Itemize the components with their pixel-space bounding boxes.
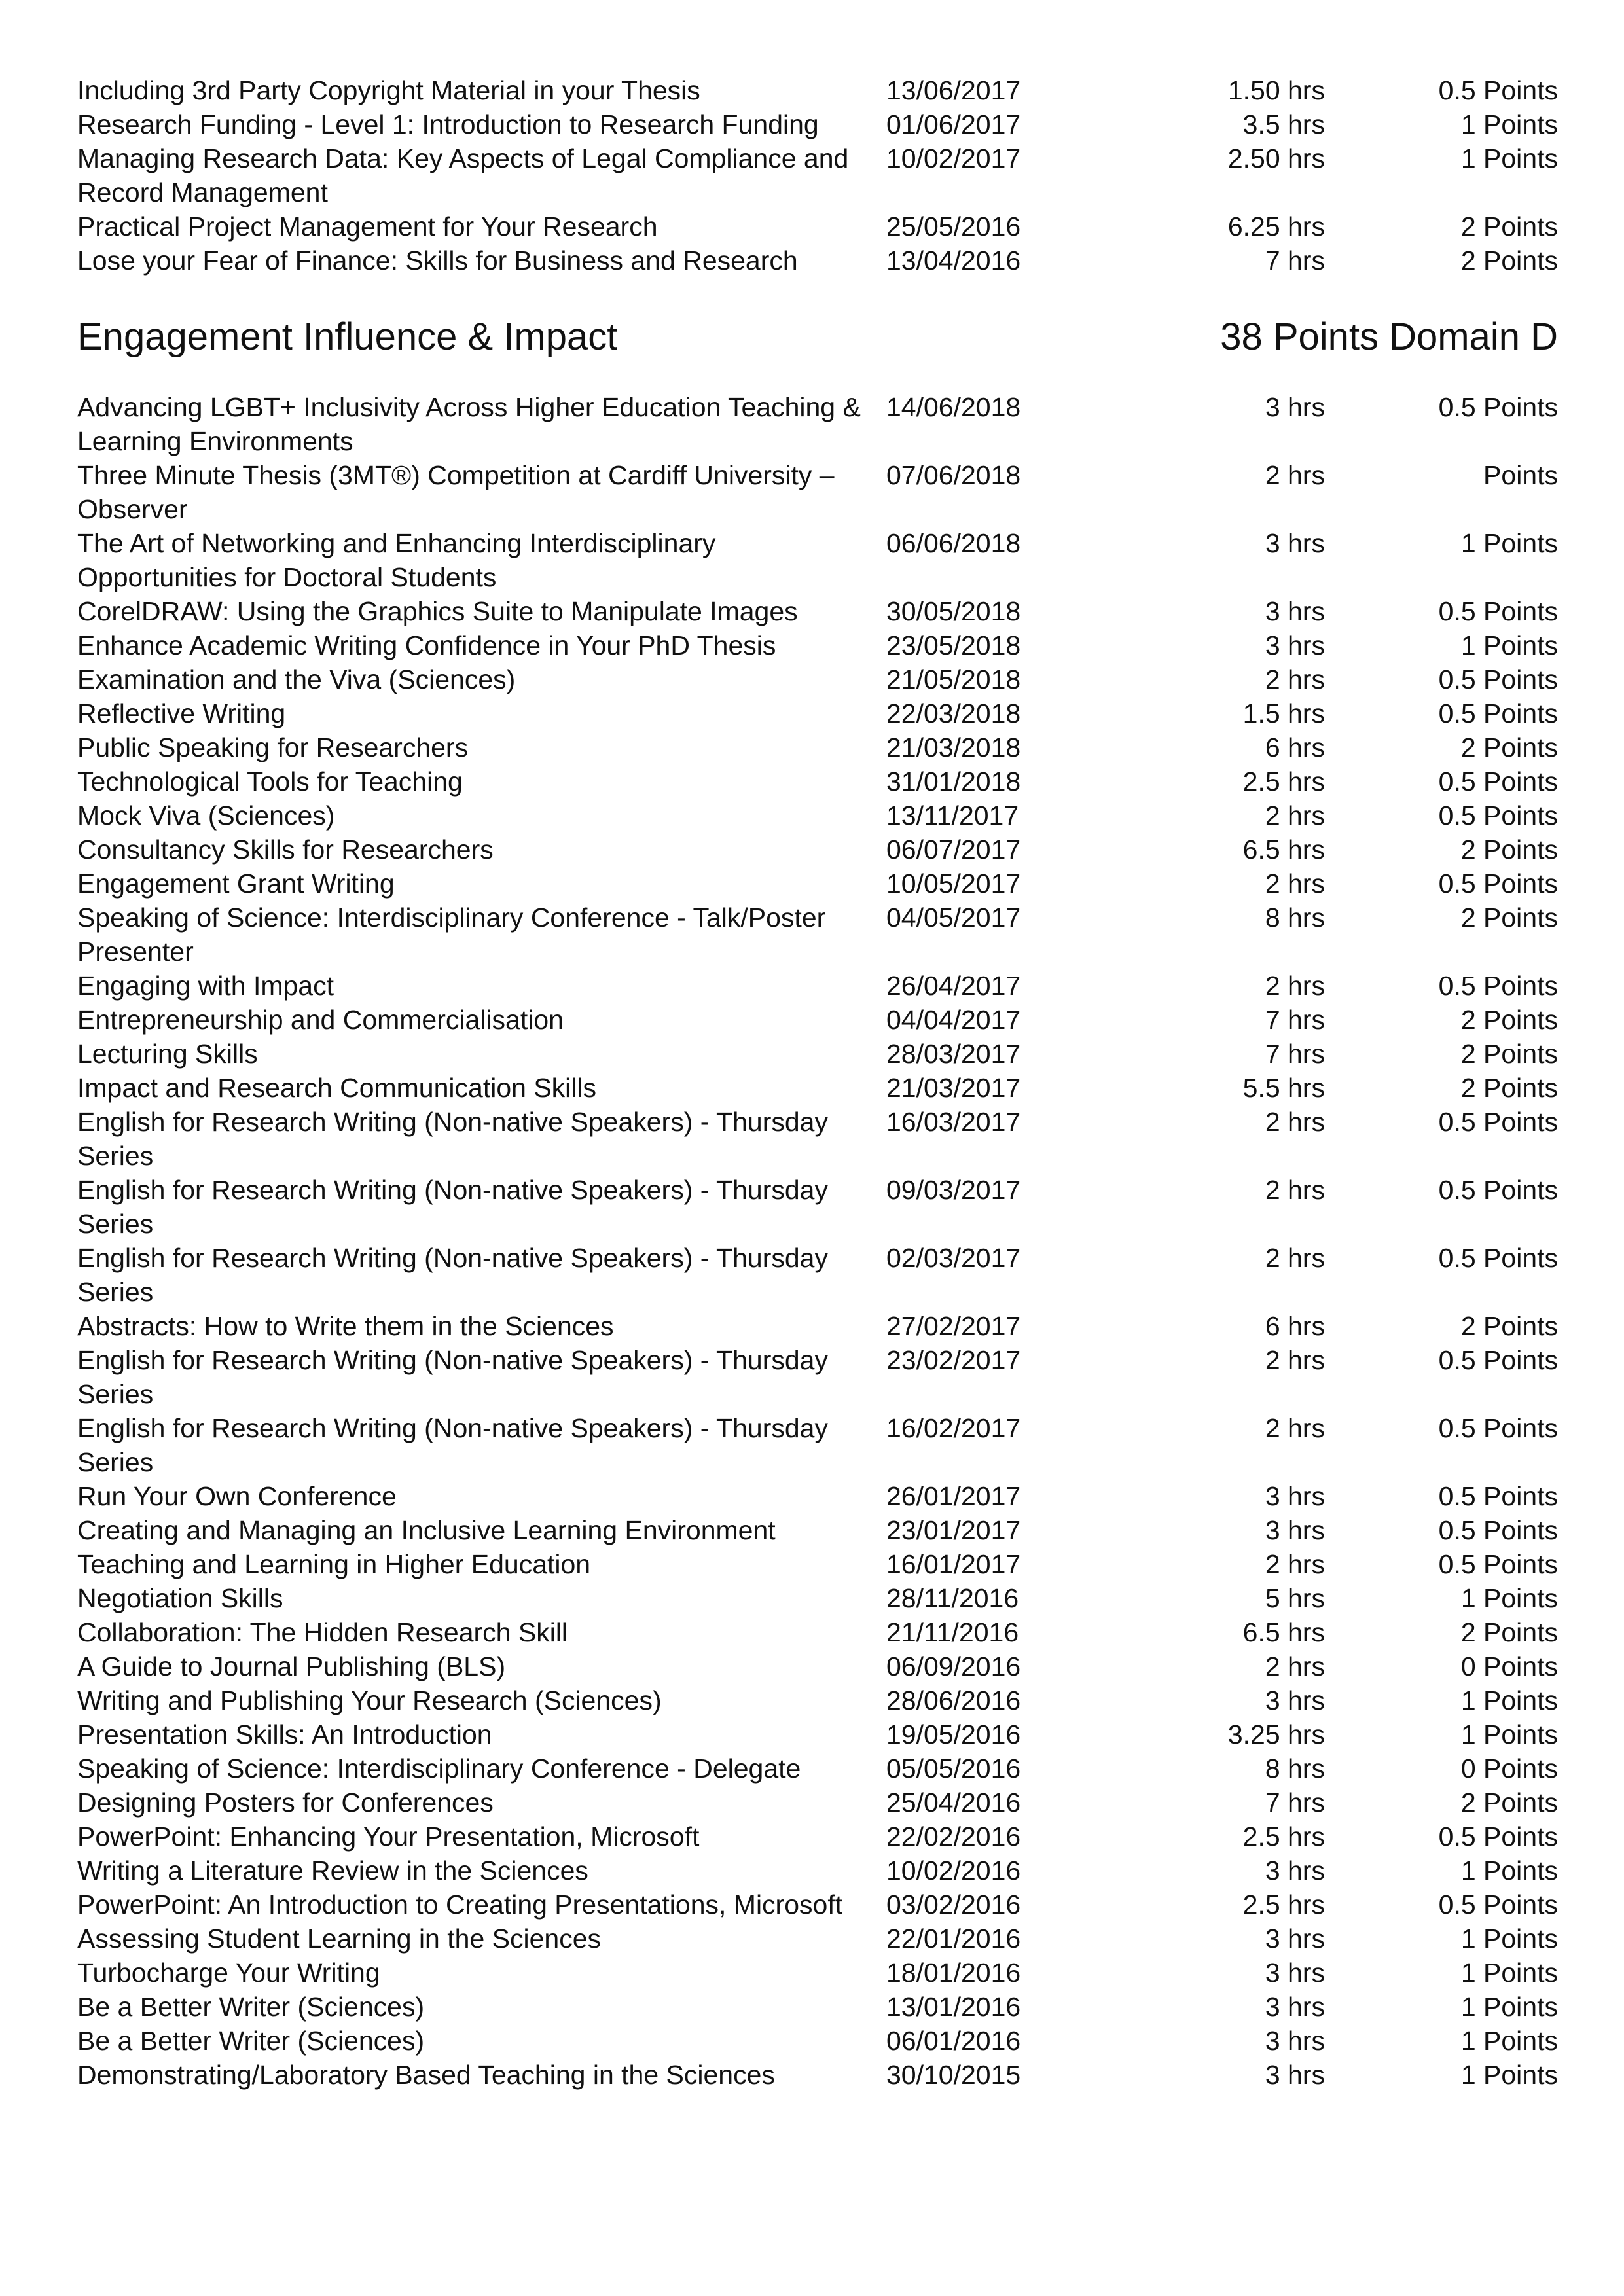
course-points: 0.5 Points [1438, 1481, 1558, 1511]
course-date: 05/05/2016 [886, 1753, 1021, 1784]
course-hours: 2 hrs [1265, 1243, 1325, 1273]
course-row [77, 73, 1558, 107]
course-row [77, 594, 1558, 628]
course-title: Mock Viva (Sciences) [77, 800, 335, 831]
course-title: Be a Better Writer (Sciences) [77, 1992, 425, 2022]
course-date: 16/03/2017 [886, 1107, 1021, 1137]
course-row [77, 1820, 1558, 1854]
course-row [77, 1854, 1558, 1888]
engagement-course-list [77, 390, 1558, 2092]
course-title: Speaking of Science: Interdisciplinary Conference - Talk/Poster Presenter [77, 903, 826, 967]
course-row [77, 209, 1558, 243]
course-points: 1 Points [1460, 630, 1558, 660]
course-hours: 3.25 hrs [1227, 1719, 1325, 1749]
course-date: 21/05/2018 [886, 664, 1021, 694]
course-date: 06/07/2017 [886, 834, 1021, 865]
course-title: English for Research Writing (Non-native Speakers) - Thursday Series [77, 1413, 828, 1477]
course-title: English for Research Writing (Non-native Speakers) - Thursday Series [77, 1243, 828, 1307]
course-hours: 3 hrs [1265, 2026, 1325, 2056]
course-points: 0.5 Points [1438, 1890, 1558, 1920]
course-points: 0.5 Points [1438, 1345, 1558, 1375]
course-title: CorelDRAW: Using the Graphics Suite to Manipulate Images [77, 596, 798, 626]
course-row [77, 764, 1558, 798]
course-row [77, 2024, 1558, 2058]
course-date: 21/03/2017 [886, 1073, 1021, 1103]
section-header [77, 314, 1558, 360]
course-points: 1 Points [1460, 1685, 1558, 1715]
course-points: 2 Points [1460, 732, 1558, 762]
course-hours: 2 hrs [1265, 1549, 1325, 1579]
course-hours: 6 hrs [1265, 1311, 1325, 1341]
course-title: Demonstrating/Laboratory Based Teaching in the Sciences [77, 2060, 775, 2090]
course-hours: 3 hrs [1265, 528, 1325, 558]
course-points: 0.5 Points [1438, 1175, 1558, 1205]
course-title: PowerPoint: Enhancing Your Presentation, Microsoft [77, 1821, 700, 1852]
course-points: 0.5 Points [1438, 1243, 1558, 1273]
course-row [77, 798, 1558, 833]
course-row [77, 628, 1558, 662]
course-title: Be a Better Writer (Sciences) [77, 2026, 425, 2056]
course-points: 0.5 Points [1438, 1107, 1558, 1137]
course-date: 10/02/2017 [886, 143, 1021, 173]
course-date: 04/05/2017 [886, 903, 1021, 933]
course-title: English for Research Writing (Non-native Speakers) - Thursday Series [77, 1175, 828, 1239]
course-hours: 6.5 hrs [1242, 834, 1325, 865]
course-title: Lose your Fear of Finance: Skills for Business and Research [77, 245, 798, 276]
course-points: 0.5 Points [1438, 1821, 1558, 1852]
course-date: 04/04/2017 [886, 1005, 1021, 1035]
course-title: Presentation Skills: An Introduction [77, 1719, 492, 1749]
course-title: Entrepreneurship and Commercialisation [77, 1005, 564, 1035]
course-hours: 3 hrs [1265, 630, 1325, 660]
course-points: 2 Points [1460, 211, 1558, 242]
course-row [77, 730, 1558, 764]
course-title: English for Research Writing (Non-native Speakers) - Thursday Series [77, 1345, 828, 1409]
course-points: 1 Points [1460, 2060, 1558, 2090]
course-title: Engaging with Impact [77, 971, 334, 1001]
course-title: Writing and Publishing Your Research (Sciences) [77, 1685, 662, 1715]
course-hours: 8 hrs [1265, 1753, 1325, 1784]
course-row [77, 901, 1558, 969]
course-title: Speaking of Science: Interdisciplinary Conference - Delegate [77, 1753, 801, 1784]
course-hours: 2 hrs [1265, 1345, 1325, 1375]
course-title: Research Funding - Level 1: Introduction to Research Funding [77, 109, 819, 139]
course-points: 0.5 Points [1438, 664, 1558, 694]
course-title: Assessing Student Learning in the Sciences [77, 1924, 602, 1954]
course-hours: 2 hrs [1265, 1175, 1325, 1205]
course-row [77, 2058, 1558, 2092]
course-points: 2 Points [1460, 1005, 1558, 1035]
course-date: 22/01/2016 [886, 1924, 1021, 1954]
course-points: 1 Points [1460, 1992, 1558, 2022]
course-hours: 2 hrs [1265, 1651, 1325, 1681]
course-title: Writing a Literature Review in the Sciences [77, 1856, 588, 1886]
course-date: 19/05/2016 [886, 1719, 1021, 1749]
course-hours: 3 hrs [1265, 1924, 1325, 1954]
course-title: Teaching and Learning in Higher Education [77, 1549, 591, 1579]
course-row [77, 969, 1558, 1003]
course-hours: 2 hrs [1265, 460, 1325, 490]
course-hours: 3 hrs [1265, 1958, 1325, 1988]
course-title: Three Minute Thesis (3MT®) Competition at Cardiff University – Observer [77, 460, 835, 524]
course-hours: 2.50 hrs [1227, 143, 1325, 173]
section-title: Engagement Influence & Impact [77, 315, 618, 358]
course-row [77, 1683, 1558, 1717]
course-row [77, 1581, 1558, 1615]
course-date: 14/06/2018 [886, 392, 1021, 422]
course-points: 1 Points [1460, 1583, 1558, 1613]
course-row [77, 1343, 1558, 1411]
course-title: Turbocharge Your Writing [77, 1958, 380, 1988]
course-date: 23/05/2018 [886, 630, 1021, 660]
course-row [77, 1173, 1558, 1241]
course-points: 2 Points [1460, 245, 1558, 276]
course-row [77, 1922, 1558, 1956]
course-date: 13/01/2016 [886, 1992, 1021, 2022]
course-date: 06/01/2016 [886, 2026, 1021, 2056]
course-points: 0.5 Points [1438, 971, 1558, 1001]
course-hours: 3 hrs [1265, 596, 1325, 626]
course-title: English for Research Writing (Non-native Speakers) - Thursday Series [77, 1107, 828, 1171]
course-row [77, 1615, 1558, 1649]
course-date: 28/06/2016 [886, 1685, 1021, 1715]
course-date: 31/01/2018 [886, 766, 1021, 797]
course-hours: 3 hrs [1265, 1515, 1325, 1545]
course-hours: 1.5 hrs [1242, 698, 1325, 728]
course-hours: 3 hrs [1265, 1481, 1325, 1511]
course-date: 09/03/2017 [886, 1175, 1021, 1205]
course-row [77, 1105, 1558, 1173]
course-points: 0 Points [1460, 1651, 1558, 1681]
course-points: 2 Points [1460, 1073, 1558, 1103]
course-hours: 1.50 hrs [1227, 75, 1325, 105]
course-row [77, 1411, 1558, 1479]
course-date: 22/02/2016 [886, 1821, 1021, 1852]
course-points: 2 Points [1460, 903, 1558, 933]
course-date: 30/05/2018 [886, 596, 1021, 626]
course-title: The Art of Networking and Enhancing Interdisciplinary Opportunities for Doctoral Students [77, 528, 716, 592]
course-hours: 2.5 hrs [1242, 1890, 1325, 1920]
course-hours: 6 hrs [1265, 732, 1325, 762]
course-row [77, 1037, 1558, 1071]
course-hours: 3 hrs [1265, 2060, 1325, 2090]
course-points: 2 Points [1460, 1787, 1558, 1818]
course-hours: 2 hrs [1265, 1413, 1325, 1443]
course-hours: 2 hrs [1265, 664, 1325, 694]
course-hours: 6.5 hrs [1242, 1617, 1325, 1647]
course-title: Examination and the Viva (Sciences) [77, 664, 516, 694]
course-hours: 7 hrs [1265, 1039, 1325, 1069]
course-title: Public Speaking for Researchers [77, 732, 469, 762]
course-date: 06/09/2016 [886, 1651, 1021, 1681]
course-hours: 7 hrs [1265, 1787, 1325, 1818]
course-title: Negotiation Skills [77, 1583, 283, 1613]
course-points: 2 Points [1460, 834, 1558, 865]
course-row [77, 1309, 1558, 1343]
course-date: 21/11/2016 [886, 1617, 1019, 1647]
course-title: A Guide to Journal Publishing (BLS) [77, 1651, 506, 1681]
course-points: Points [1483, 460, 1558, 490]
course-hours: 2.5 hrs [1242, 1821, 1325, 1852]
course-points: 1 Points [1460, 1719, 1558, 1749]
course-hours: 2 hrs [1265, 800, 1325, 831]
course-date: 25/04/2016 [886, 1787, 1021, 1818]
course-row [77, 107, 1558, 141]
course-title: PowerPoint: An Introduction to Creating Presentations, Microsoft [77, 1890, 843, 1920]
course-date: 23/01/2017 [886, 1515, 1021, 1545]
course-hours: 7 hrs [1265, 1005, 1325, 1035]
course-points: 1 Points [1460, 109, 1558, 139]
course-row [77, 1717, 1558, 1751]
course-date: 13/11/2017 [886, 800, 1019, 831]
course-hours: 2 hrs [1265, 971, 1325, 1001]
course-date: 28/11/2016 [886, 1583, 1019, 1613]
course-points: 1 Points [1460, 143, 1558, 173]
course-row [77, 1547, 1558, 1581]
course-row [77, 696, 1558, 730]
course-points: 1 Points [1460, 2026, 1558, 2056]
course-date: 10/05/2017 [886, 869, 1021, 899]
course-row [77, 1003, 1558, 1037]
course-title: Reflective Writing [77, 698, 286, 728]
course-points: 0 Points [1460, 1753, 1558, 1784]
course-date: 28/03/2017 [886, 1039, 1021, 1069]
course-row [77, 1751, 1558, 1785]
course-date: 16/01/2017 [886, 1549, 1021, 1579]
course-title: Managing Research Data: Key Aspects of Legal Compliance and Record Management [77, 143, 849, 207]
course-points: 0.5 Points [1438, 1413, 1558, 1443]
course-title: Consultancy Skills for Researchers [77, 834, 494, 865]
course-row [77, 867, 1558, 901]
course-hours: 5 hrs [1265, 1583, 1325, 1613]
section-summary: 38 Points Domain D [1220, 315, 1558, 358]
course-row [77, 1956, 1558, 1990]
course-date: 13/06/2017 [886, 75, 1021, 105]
course-title: Collaboration: The Hidden Research Skill [77, 1617, 568, 1647]
course-hours: 3.5 hrs [1242, 109, 1325, 139]
course-row [77, 1241, 1558, 1309]
course-hours: 2.5 hrs [1242, 766, 1325, 797]
course-hours: 3 hrs [1265, 1992, 1325, 2022]
course-points: 2 Points [1460, 1311, 1558, 1341]
course-date: 25/05/2016 [886, 211, 1021, 242]
course-points: 1 Points [1460, 1856, 1558, 1886]
course-hours: 2 hrs [1265, 869, 1325, 899]
course-date: 13/04/2016 [886, 245, 1021, 276]
course-row [77, 243, 1558, 278]
course-row [77, 1785, 1558, 1820]
course-points: 0.5 Points [1438, 75, 1558, 105]
course-points: 0.5 Points [1438, 1549, 1558, 1579]
course-row [77, 390, 1558, 458]
course-date: 30/10/2015 [886, 2060, 1021, 2090]
course-date: 23/02/2017 [886, 1345, 1021, 1375]
course-title: Lecturing Skills [77, 1039, 258, 1069]
course-points: 0.5 Points [1438, 1515, 1558, 1545]
course-hours: 3 hrs [1265, 1685, 1325, 1715]
course-title: Abstracts: How to Write them in the Sciences [77, 1311, 614, 1341]
course-date: 21/03/2018 [886, 732, 1021, 762]
course-date: 03/02/2016 [886, 1890, 1021, 1920]
course-row [77, 1071, 1558, 1105]
course-date: 26/01/2017 [886, 1481, 1021, 1511]
course-points: 0.5 Points [1438, 800, 1558, 831]
course-date: 07/06/2018 [886, 460, 1021, 490]
course-row [77, 1990, 1558, 2024]
course-date: 22/03/2018 [886, 698, 1021, 728]
previous-section-list [77, 73, 1558, 278]
course-title: Advancing LGBT+ Inclusivity Across Higher Education Teaching & Learning Environments [77, 392, 861, 456]
course-hours: 5.5 hrs [1242, 1073, 1325, 1103]
course-row [77, 1888, 1558, 1922]
training-record-page [77, 73, 1558, 2092]
course-date: 26/04/2017 [886, 971, 1021, 1001]
course-hours: 3 hrs [1265, 1856, 1325, 1886]
course-points: 0.5 Points [1438, 392, 1558, 422]
course-title: Technological Tools for Teaching [77, 766, 463, 797]
course-row [77, 141, 1558, 209]
course-points: 0.5 Points [1438, 766, 1558, 797]
course-points: 2 Points [1460, 1617, 1558, 1647]
course-points: 0.5 Points [1438, 596, 1558, 626]
course-date: 27/02/2017 [886, 1311, 1021, 1341]
course-title: Impact and Research Communication Skills [77, 1073, 596, 1103]
course-points: 1 Points [1460, 1958, 1558, 1988]
course-row [77, 1479, 1558, 1513]
course-title: Run Your Own Conference [77, 1481, 397, 1511]
course-date: 16/02/2017 [886, 1413, 1021, 1443]
course-row [77, 662, 1558, 696]
course-title: Creating and Managing an Inclusive Learning Environment [77, 1515, 776, 1545]
course-row [77, 1513, 1558, 1547]
course-hours: 2 hrs [1265, 1107, 1325, 1137]
course-row [77, 458, 1558, 526]
course-date: 01/06/2017 [886, 109, 1021, 139]
course-points: 0.5 Points [1438, 869, 1558, 899]
course-hours: 7 hrs [1265, 245, 1325, 276]
course-title: Including 3rd Party Copyright Material in your Thesis [77, 75, 700, 105]
course-points: 1 Points [1460, 1924, 1558, 1954]
course-date: 06/06/2018 [886, 528, 1021, 558]
course-date: 02/03/2017 [886, 1243, 1021, 1273]
course-title: Enhance Academic Writing Confidence in Your PhD Thesis [77, 630, 776, 660]
course-title: Practical Project Management for Your Research [77, 211, 658, 242]
course-row [77, 1649, 1558, 1683]
course-hours: 6.25 hrs [1227, 211, 1325, 242]
course-date: 10/02/2016 [886, 1856, 1021, 1886]
course-row [77, 526, 1558, 594]
course-title: Engagement Grant Writing [77, 869, 395, 899]
course-points: 1 Points [1460, 528, 1558, 558]
course-title: Designing Posters for Conferences [77, 1787, 494, 1818]
course-points: 0.5 Points [1438, 698, 1558, 728]
course-hours: 3 hrs [1265, 392, 1325, 422]
course-row [77, 833, 1558, 867]
course-date: 18/01/2016 [886, 1958, 1021, 1988]
course-hours: 8 hrs [1265, 903, 1325, 933]
course-points: 2 Points [1460, 1039, 1558, 1069]
